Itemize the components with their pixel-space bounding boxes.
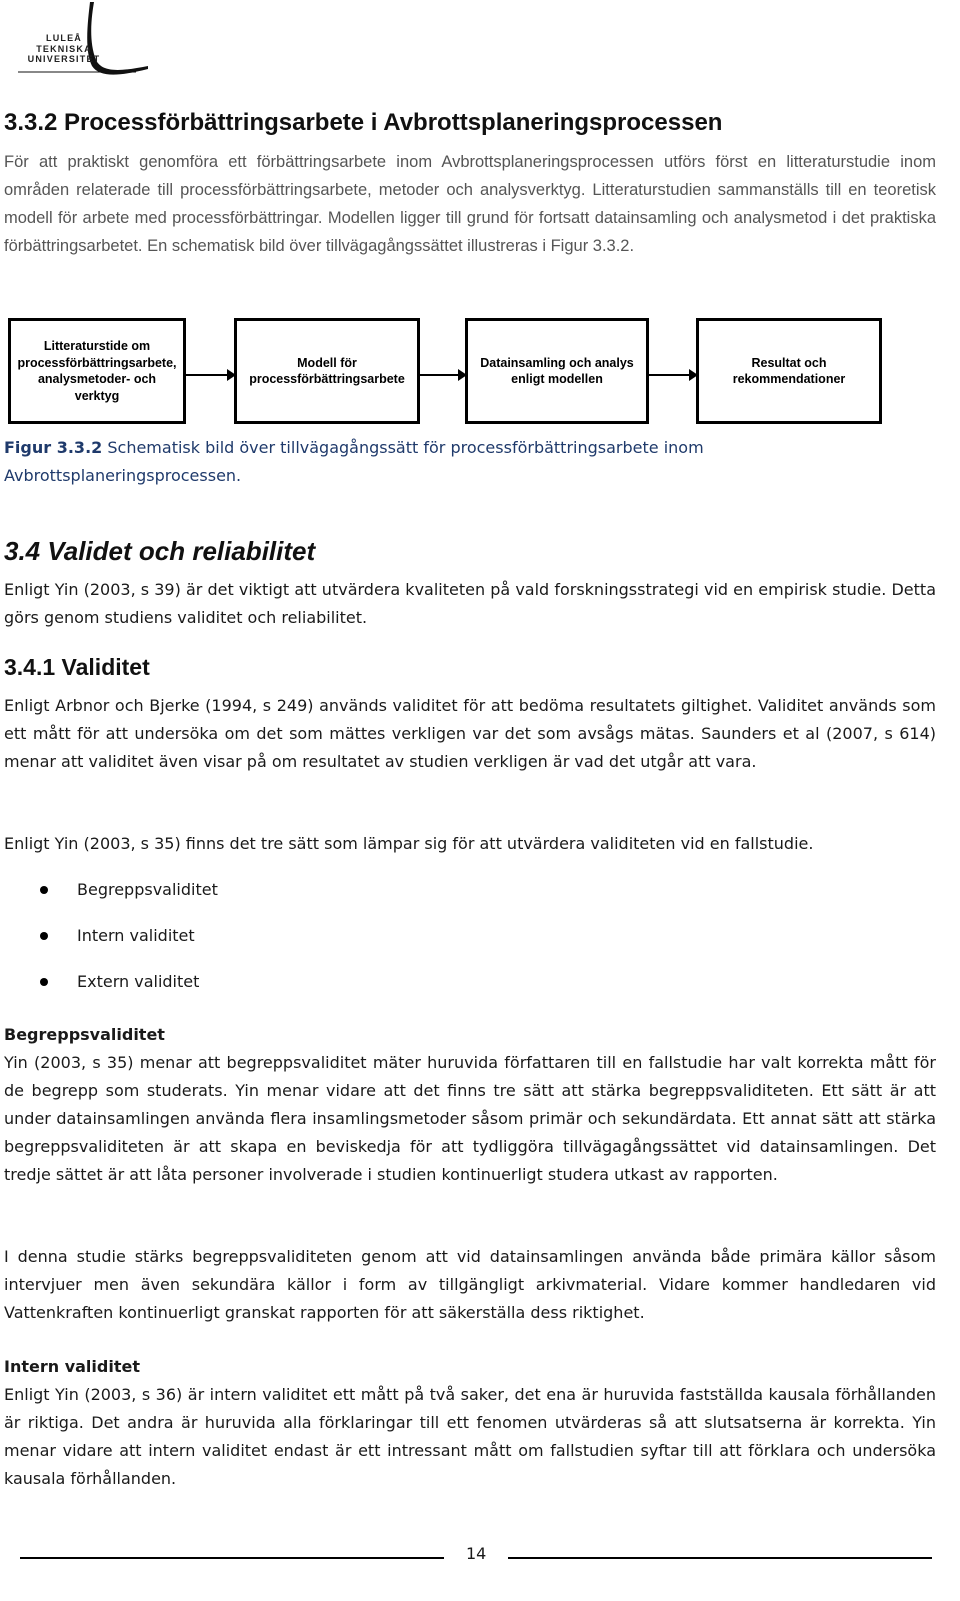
process-diagram (8, 318, 938, 430)
section-heading-3-4: 3.4 Validet och reliabilitet (4, 536, 316, 566)
intern-validitet-paragraph: Enligt Yin (2003, s 36) är intern validitet ett mått på två saker, det ena är huruvida fastställda kausala förhållanden är riktiga. Det andra är huruvida alla förklaringar till ett fenomen utvärderas så att slutsatserna är korrekta. Yin menar vidare att intern validitet endast är ett intressant mått om fallstudien syftar till att förklara och undersöka kausala förhållanden. (4, 1385, 936, 1488)
diagram-box-model: Modell för processförbättringsarbete (234, 318, 420, 424)
diagram-arrow-icon (420, 374, 465, 376)
figure-label: Figur 3.3.2 (4, 438, 103, 457)
diagram-arrow-icon (649, 374, 696, 376)
intern-validitet-heading: Intern validitet (4, 1357, 140, 1376)
validitet-paragraph-2: Enligt Yin (2003, s 35) finns det tre sätt som lämpar sig för att utvärdera validiteten vid en fallstudie. (4, 834, 814, 853)
section-heading-3-3-2: 3.3.2 Processförbättringsarbete i Avbrottsplaneringsprocessen (4, 109, 723, 136)
section-heading-3-4-1: 3.4.1 Validitet (4, 654, 150, 680)
diagram-box-results: Resultat och rekommendationer (696, 318, 882, 424)
diagram-box-literature: Litteraturstide om processförbättringsarbete, analysmetoder- och verktyg (8, 318, 186, 424)
logo-line: UNIVERSITET (27, 54, 101, 64)
list-item: Extern validitet (40, 968, 218, 1014)
logo-text (8, 33, 120, 65)
begreppsvaliditet-paragraph-1: Yin (2003, s 35) menar att begreppsvaliditet mäter huruvida författaren till en fallstudie har valt korrekta mått för de begrepp som studerats. Yin menar vidare att det finns tre sätt att stärka begreppsvaliditeten. Ett sätt är att under datainsamlingen använda flera insamlingsmetoder såsom primär och sekundärdata. Ett annat sätt att stärka begreppsvaliditeten är att skapa en beviskedja för att tydliggöra tillvägagångssättet vid datainsamlingen. Det tredje sättet är att låta personer involverade i studien kontinuerligt studera utkast av rapporten. (4, 1053, 936, 1184)
logo-line: TEKNISKA (36, 43, 92, 54)
diagram-arrow-icon (186, 374, 234, 376)
footer-rule-right (508, 1557, 932, 1559)
page-number: 14 (466, 1544, 487, 1563)
section-3-4-paragraph: Enligt Yin (2003, s 39) är det viktigt att utvärdera kvaliteten på vald forskningsstrategi vid en empirisk studie. Detta görs genom studiens validitet och reliabilitet. (4, 580, 936, 627)
list-item: Intern validitet (40, 922, 218, 968)
list-item: Begreppsvaliditet (40, 876, 218, 922)
footer-rule-left (20, 1557, 444, 1559)
validity-types-list (40, 876, 218, 1014)
validitet-paragraph-1: Enligt Arbnor och Bjerke (1994, s 249) används validitet för att bedöma resultatets giltighet. Validitet används som ett mått för att undersöka om det som mättes verkligen var det som avsågs mätas. Saunders et al (2007, s 614) menar att validitet även visar på om resultatet av studien verkligen är vad det utgår att vara. (4, 696, 936, 771)
logo-line: LULEÅ (46, 33, 82, 43)
figure-caption-text: Schematisk bild över tillvägagångssätt för processförbättringsarbete inom Avbrottsplaneringsprocessen. (4, 438, 704, 485)
diagram-box-data-collection: Datainsamling och analys enligt modellen (465, 318, 649, 424)
section-3-3-2-paragraph: För att praktiskt genomföra ett förbättringsarbete inom Avbrottsplaneringsprocessen utförs först en litteraturstudie inom områden relaterade till processförbättringsarbete, metoder och analysverktyg. Litteraturstudien sammanställs till en teoretisk modell för arbete med processförbättringar. Modellen ligger till grund för fortsatt datainsamling och analysmetod i det praktiska förbättringsarbetet. En schematisk bild över tillvägagångssättet illustreras i Figur 3.3.2. (4, 153, 936, 255)
figure-caption (4, 434, 764, 490)
begreppsvaliditet-paragraph-2: I denna studie stärks begreppsvaliditeten genom att vid datainsamlingen använda både primära källor såsom intervjuer men även sekundära källor i form av tillgängligt arkivmaterial. Vidare kommer handledaren vid Vattenkraften kontinuerligt granskat rapporten för att säkerställa dess riktighet. (4, 1247, 936, 1322)
begreppsvaliditet-heading: Begreppsvaliditet (4, 1025, 165, 1044)
